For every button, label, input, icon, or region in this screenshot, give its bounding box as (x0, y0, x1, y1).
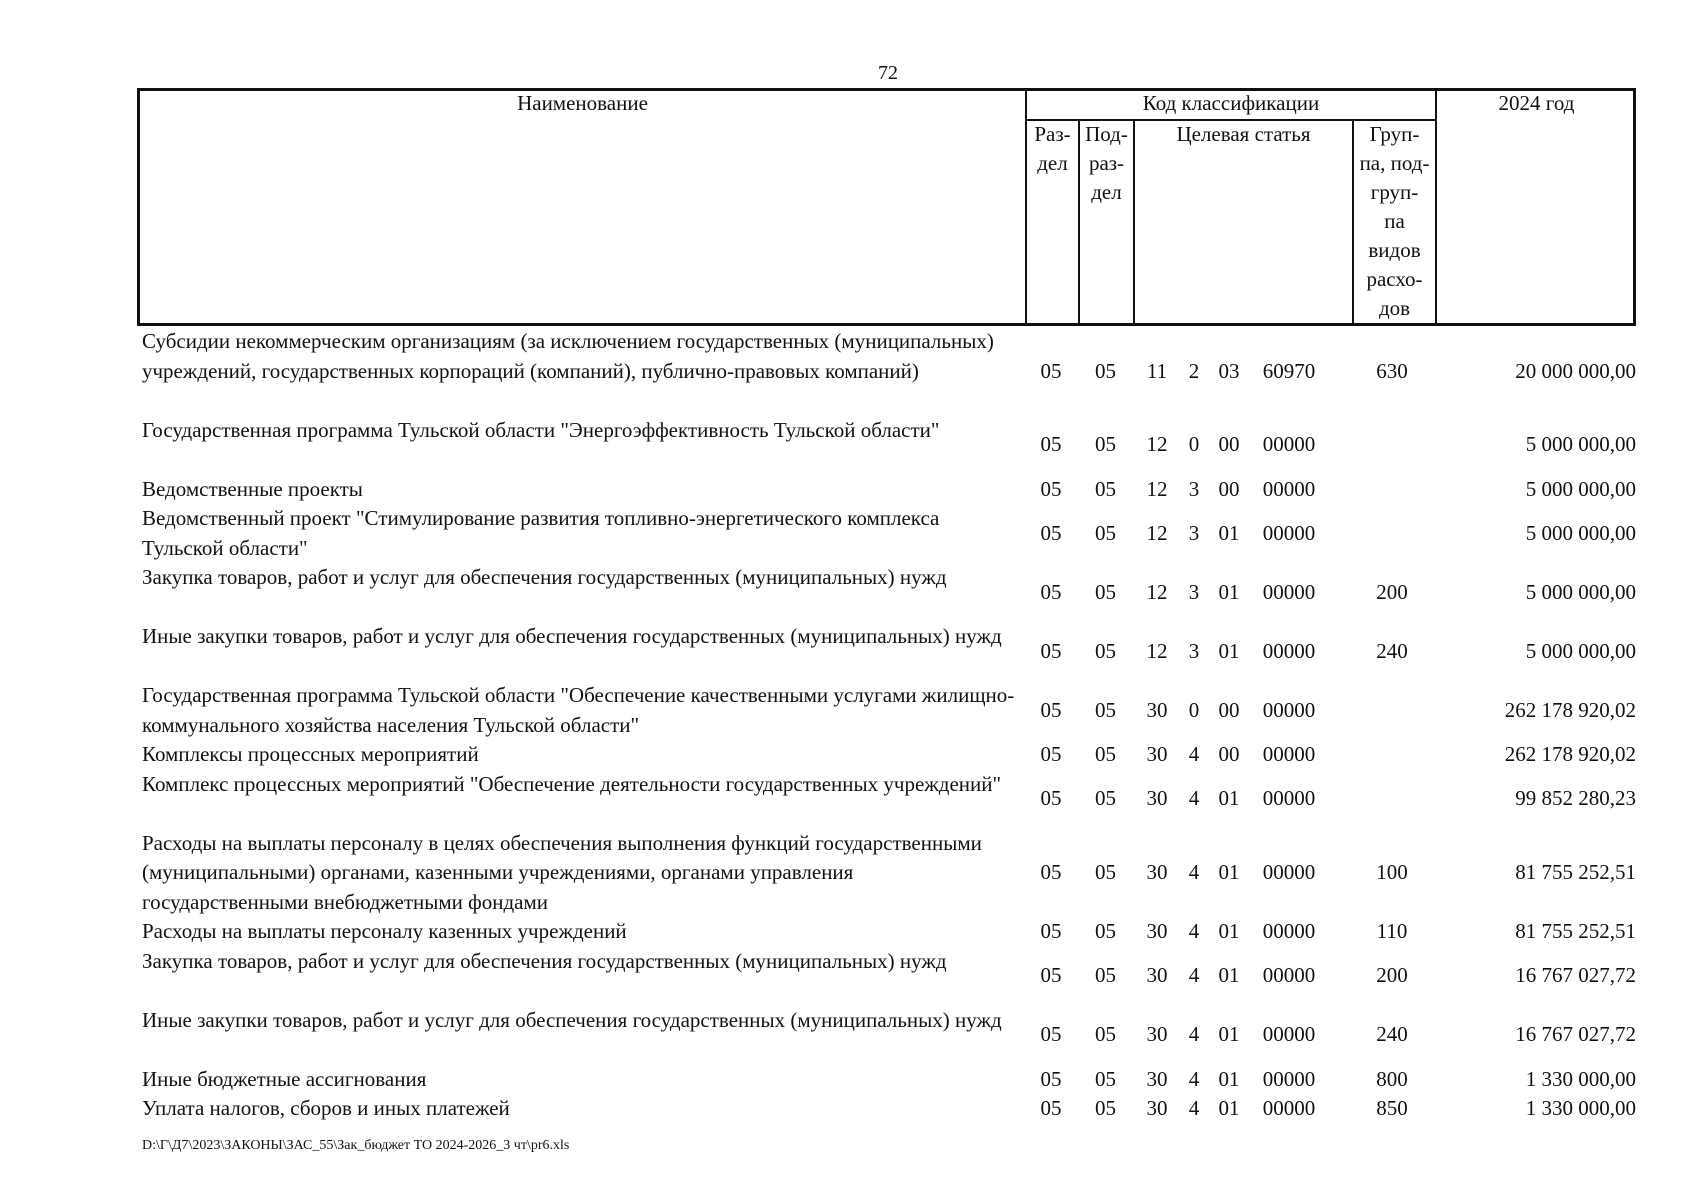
row-code-c4: 00000 (1262, 432, 1316, 457)
row-code-c2: 4 (1188, 919, 1200, 943)
row-code-r: 05 (1040, 697, 1062, 722)
row-code-c2: 2 (1188, 358, 1200, 383)
row-amount: 5 000 000,00 (1525, 579, 1636, 604)
row-code-c3: 01 (1218, 963, 1240, 988)
row-code-c1: 30 (1146, 786, 1168, 811)
row-amount: 5 000 000,00 (1525, 432, 1636, 457)
row-amount: 99 852 280,23 (1515, 786, 1636, 811)
row-code-r: 05 (1040, 520, 1062, 545)
header-code: Код классификации (1142, 91, 1320, 115)
table-row (142, 1094, 1636, 1124)
row-code-c2: 4 (1188, 860, 1200, 884)
row-code-grp: 630 (1376, 358, 1408, 383)
table-header (137, 88, 1636, 326)
row-code-r: 05 (1040, 860, 1062, 884)
row-name: Ведомственные проекты (142, 476, 363, 501)
row-name: Комплексы процессных мероприятий (142, 742, 479, 766)
row-code-c3: 01 (1218, 520, 1240, 545)
row-code-r: 05 (1040, 432, 1062, 457)
row-code-grp: 100 (1376, 860, 1408, 884)
row-code-pr: 05 (1095, 963, 1116, 988)
row-name: Уплата налогов, сборов и иных платежей (142, 1096, 510, 1120)
table-row (142, 622, 1636, 681)
row-name: Закупка товаров, работ и услуг для обеспечения государственных (муниципальных) нужд (142, 565, 947, 589)
table-row (142, 740, 1636, 770)
row-code-r: 05 (1040, 742, 1062, 766)
row-code-pr: 05 (1095, 1022, 1116, 1047)
header-razdel: Раз- дел (1034, 122, 1071, 175)
row-code-pr: 05 (1095, 919, 1116, 943)
row-code-c3: 01 (1218, 1066, 1240, 1091)
row-code-c3: 01 (1218, 1022, 1240, 1047)
table-row (142, 947, 1636, 1006)
row-code-c1: 30 (1146, 1022, 1168, 1047)
row-code-r: 05 (1040, 1096, 1062, 1120)
table-row (142, 327, 1636, 416)
row-code-r: 05 (1040, 919, 1062, 943)
row-code-pr: 05 (1095, 638, 1116, 663)
page-number: 72 (878, 62, 898, 84)
row-code-c3: 03 (1218, 358, 1240, 383)
row-code-c4: 00000 (1262, 476, 1316, 501)
header-podrazdel: Под- раз- дел (1085, 122, 1128, 204)
row-amount: 262 178 920,02 (1504, 697, 1636, 722)
row-code-r: 05 (1040, 476, 1062, 501)
row-code-c2: 0 (1188, 697, 1200, 722)
row-code-c4: 00000 (1262, 1096, 1316, 1120)
row-code-c2: 3 (1188, 476, 1200, 501)
row-code-c1: 12 (1146, 579, 1168, 604)
row-code-c4: 00000 (1262, 638, 1316, 663)
row-code-grp: 200 (1376, 963, 1408, 988)
header-divider (1435, 91, 1437, 323)
row-code-c3: 00 (1218, 432, 1240, 457)
row-amount: 81 755 252,51 (1515, 919, 1636, 943)
row-code-c2: 3 (1188, 579, 1200, 604)
row-amount: 20 000 000,00 (1515, 358, 1636, 383)
row-code-r: 05 (1040, 579, 1062, 604)
row-name: Комплекс процессных мероприятий "Обеспечение деятельности государственных учреждений" (142, 771, 1002, 796)
row-code-pr: 05 (1095, 1096, 1116, 1120)
row-code-pr: 05 (1095, 860, 1116, 884)
row-code-r: 05 (1040, 786, 1062, 811)
row-amount: 5 000 000,00 (1525, 476, 1636, 501)
row-code-c3: 00 (1218, 476, 1240, 501)
row-code-c1: 12 (1146, 520, 1168, 545)
table-row (142, 1006, 1636, 1065)
row-code-c1: 30 (1146, 860, 1168, 884)
row-amount: 262 178 920,02 (1504, 742, 1636, 766)
row-code-pr: 05 (1095, 520, 1116, 545)
row-code-c1: 30 (1146, 742, 1168, 766)
row-amount: 81 755 252,51 (1515, 860, 1636, 884)
table-row (142, 563, 1636, 622)
row-code-c4: 00000 (1262, 919, 1316, 943)
row-code-c4: 00000 (1262, 963, 1316, 988)
header-divider (1133, 119, 1135, 323)
row-name: Расходы на выплаты персоналу казенных учреждений (142, 919, 627, 943)
row-code-c2: 4 (1188, 963, 1200, 988)
row-code-r: 05 (1040, 638, 1062, 663)
row-code-c4: 00000 (1262, 1022, 1316, 1047)
row-code-c4: 00000 (1262, 742, 1316, 766)
row-amount: 5 000 000,00 (1525, 638, 1636, 663)
row-code-c1: 30 (1146, 1066, 1168, 1091)
row-code-pr: 05 (1095, 1066, 1116, 1091)
row-code-c4: 60970 (1262, 358, 1316, 383)
row-code-c3: 01 (1218, 919, 1240, 943)
row-code-pr: 05 (1095, 697, 1116, 722)
table-row (142, 475, 1636, 505)
row-code-c1: 11 (1146, 358, 1168, 383)
row-code-c2: 3 (1188, 520, 1200, 545)
table-row (142, 416, 1636, 475)
row-code-c1: 30 (1146, 697, 1168, 722)
row-code-c3: 01 (1218, 1096, 1240, 1120)
row-code-c4: 00000 (1262, 697, 1316, 722)
row-code-c2: 4 (1188, 1066, 1200, 1091)
row-code-grp: 240 (1376, 1022, 1408, 1047)
row-code-c3: 01 (1218, 579, 1240, 604)
row-code-c3: 00 (1218, 742, 1240, 766)
row-name: Ведомственный проект "Стимулирование развития топливно-энергетического комплекса Тульской области" (142, 506, 940, 560)
row-amount: 1 330 000,00 (1525, 1096, 1636, 1120)
row-code-c1: 12 (1146, 638, 1168, 663)
table-row (142, 770, 1636, 829)
row-amount: 16 767 027,72 (1515, 1022, 1636, 1047)
row-code-c2: 4 (1188, 786, 1200, 811)
row-code-c4: 00000 (1262, 579, 1316, 604)
row-code-c1: 30 (1146, 963, 1168, 988)
row-code-grp: 800 (1376, 1066, 1408, 1091)
row-name: Иные закупки товаров, работ и услуг для обеспечения государственных (муниципальных) нужд (142, 624, 1002, 648)
row-code-c3: 01 (1218, 786, 1240, 811)
row-name: Государственная программа Тульской области "Энергоэффективность Тульской области" (142, 417, 940, 442)
row-name: Иные бюджетные ассигнования (142, 1066, 427, 1091)
row-code-r: 05 (1040, 1022, 1062, 1047)
table-row (142, 829, 1636, 918)
row-code-grp: 850 (1376, 1096, 1408, 1120)
row-code-r: 05 (1040, 358, 1062, 383)
row-code-c2: 4 (1188, 742, 1200, 766)
row-code-c2: 4 (1188, 1022, 1200, 1047)
row-code-grp: 110 (1376, 919, 1408, 943)
row-code-r: 05 (1040, 1066, 1062, 1091)
header-name: Наименование (517, 91, 648, 115)
header-group: Груп- па, под- груп- па видов расхо- дов (1359, 122, 1430, 320)
row-code-pr: 05 (1095, 742, 1116, 766)
row-code-c1: 12 (1146, 476, 1168, 501)
row-code-c3: 01 (1218, 638, 1240, 663)
row-code-c4: 00000 (1262, 860, 1316, 884)
table-row (142, 504, 1636, 563)
row-code-c3: 01 (1218, 860, 1240, 884)
header-target: Целевая статья (1176, 122, 1311, 146)
table-row (142, 681, 1636, 740)
row-code-c4: 00000 (1262, 1066, 1316, 1091)
row-name: Иные закупки товаров, работ и услуг для обеспечения государственных (муниципальных) нужд (142, 1007, 1002, 1032)
row-code-c1: 12 (1146, 432, 1168, 457)
row-code-c1: 30 (1146, 1096, 1168, 1120)
row-code-c2: 3 (1188, 638, 1200, 663)
row-code-c4: 00000 (1262, 520, 1316, 545)
row-code-pr: 05 (1095, 432, 1116, 457)
row-amount: 16 767 027,72 (1515, 963, 1636, 988)
row-name: Субсидии некоммерческим организациям (за исключением государственных (муниципальных) учреждений, государственных корпораций (компаний), публично-правовых компаний) (142, 329, 994, 383)
row-amount: 5 000 000,00 (1525, 520, 1636, 545)
row-code-c2: 4 (1188, 1096, 1200, 1120)
row-code-c1: 30 (1146, 919, 1168, 943)
row-code-r: 05 (1040, 963, 1062, 988)
row-code-pr: 05 (1095, 476, 1116, 501)
row-name: Государственная программа Тульской области "Обеспечение качественными услугами жилищно-коммунального хозяйства населения Тульской области" (142, 683, 1015, 737)
row-code-grp: 240 (1376, 638, 1408, 663)
row-name: Расходы на выплаты персоналу в целях обеспечения выполнения функций государственными (муниципальными) органами, казенными учреждениями, органами управления государственными внебюджетными фондами (142, 830, 982, 914)
row-code-c2: 0 (1188, 432, 1200, 457)
row-code-pr: 05 (1095, 786, 1116, 811)
row-code-c4: 00000 (1262, 786, 1316, 811)
row-code-pr: 05 (1095, 358, 1116, 383)
table-row (142, 917, 1636, 947)
row-name: Закупка товаров, работ и услуг для обеспечения государственных (муниципальных) нужд (142, 948, 947, 973)
table-row (142, 1065, 1636, 1095)
row-amount: 1 330 000,00 (1525, 1066, 1636, 1091)
footer-file-path: D:\Г\Д7\2023\ЗАКОНЫ\ЗАС_55\Зак_бюджет ТО 2024-2026_3 чт\pr6.xls (142, 1138, 570, 1153)
header-year: 2024 год (1498, 91, 1575, 115)
row-code-pr: 05 (1095, 579, 1116, 604)
row-code-grp: 200 (1376, 579, 1408, 604)
row-code-c3: 00 (1218, 697, 1240, 722)
